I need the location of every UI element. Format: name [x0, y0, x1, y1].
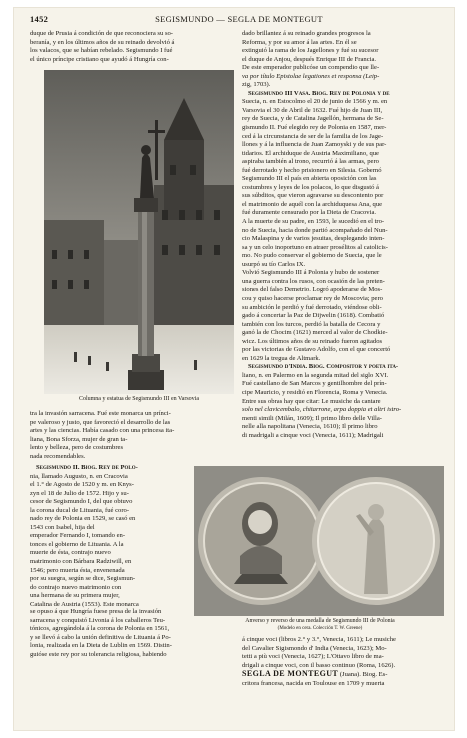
text-line: fué derrotado y hecho prisionero en Silesia. Gobernó — [242, 166, 382, 174]
text-line: liano, n. en Palermo en la segunda mitad del siglo XVI. — [242, 371, 389, 379]
text-line: no de Suecia, hacia donde partió acompañado del Nun- — [242, 226, 388, 234]
running-title: SEGISMUNDO — SEGLA DE MONTEGUT — [155, 14, 323, 24]
medal-caption — [194, 618, 446, 632]
text-line: usurpó su tío Carlos IX. — [242, 260, 306, 268]
text-line: mo. No pudo conservar el gobierno de Suecia, que le — [242, 252, 382, 260]
text-line: nada recomendables. — [30, 452, 86, 460]
text-line: muerte de ésta, contrajo nuevo — [30, 549, 111, 557]
text-line: aspiraba también al trono, recurrió á las armas, pero — [242, 158, 379, 166]
text-line: duque de Prusia á condición de que reconociera su so- — [30, 30, 173, 37]
text-line: sa y un celo inoportuno en atraer prosélitos al catolicis- — [242, 243, 388, 251]
text-line: guióse este rey por su tolerancia religiosa, habiendo — [30, 650, 167, 658]
entry-heading: Segismundo II. Biog. Rey de Polo- — [36, 464, 138, 471]
text-line: Volvió Segismundo III á Polonia y hubo de sostener — [242, 269, 380, 277]
text-line: en 1629 la tregua de Altmark. — [242, 354, 321, 362]
text-line: la corona ducal de Lituania, fué coro- — [30, 506, 130, 514]
text-line: 1546; pero muerta ésta, envenenada — [30, 566, 125, 574]
text-line: Varsovia el 30 de Abril de 1632. Fué hijo de Juan III, — [242, 106, 383, 114]
text-line: cipe Mauricio, y residió en Florencia, Roma y Venecia. — [242, 388, 388, 396]
text-line: tetti a più voci (Venecia, 1627); L'Ottavo libro de ma- — [242, 653, 384, 661]
text-line: cou y quiso hacerse proclamar rey de Moscovia; pero — [242, 294, 383, 302]
text-line: drigali a cinque voci, con il basso continuo (Roma, 1626). — [242, 661, 396, 669]
text-line: los valacos, que se habían rebelado. Segismundo I fué — [30, 47, 173, 55]
page-number: 1452 — [30, 14, 49, 24]
text-line: solo nel clavicembalo, chitarrone, arpa doppia et altri istro- — [242, 406, 402, 414]
text-line: Fué castellano de San Marcos y gentilhombre del prín- — [242, 380, 387, 388]
medal-caption-main: Anverso y reverso de una medalla de Segismundo III de Polonia — [245, 618, 395, 624]
text-line: Segismundo III el país en abierta oposición con las — [242, 175, 377, 183]
text-line: fué duramente censurado por la Dieta de Cracovia. — [242, 209, 377, 217]
text-line: se opuso á que Hungría fuese presa de la invasión — [30, 608, 162, 615]
text-line: Catalina de Austria (1553). Este monarca — [30, 600, 139, 608]
entry-title: SEGLA DE MONTEGUT — [242, 669, 339, 679]
text-line: por las victorias de Gustavo Adolfo, con el que concertó — [242, 346, 391, 354]
medal-caption-sub: (Modelo en cera. Colección T. W. Greene) — [277, 626, 363, 631]
text-line: menti simili (Milán, 1609); Il primo libro delle Villa- — [242, 414, 382, 422]
left-column-top — [30, 30, 235, 66]
text-line: su ambición le perdió y fué derrotado, viéndose obli- — [242, 303, 382, 311]
text-line: Reforma, y por su amor á las artes. En él se — [242, 38, 357, 46]
text-line: lento y belleza, pero de costumbres — [30, 444, 124, 452]
text-line: nelle alla napolitana (Venecia, 1610); Il primo libro — [242, 423, 378, 431]
right-column-bottom — [242, 636, 442, 700]
text-line: matrimonio con Bárbara Radziwill, en — [30, 558, 132, 566]
text-line: el único príncipe cristiano que ayudó á Hungría con- — [30, 55, 169, 63]
text-line: gado á concertar la Paz de Dijwelin (1618). Combatió — [242, 312, 385, 320]
text-line: (Juana). Biog. Es- — [339, 671, 388, 679]
document-page — [14, 8, 454, 730]
text-line: una hermana de su primera mujer, — [30, 592, 120, 600]
text-line: nado rey de Polonia en 1529, se casó en — [30, 515, 136, 523]
text-line: Suecia, n. en Estocolmo el 20 de junio de 1566 y m. en — [242, 98, 388, 106]
text-line: A la muerte de su padre, en 1593, le sucedió en el tro- — [242, 218, 385, 226]
entry-segla-de-montegut — [242, 670, 442, 688]
text-line: tra la invasión sarracena. Fué este monarca un prínci- — [30, 410, 171, 417]
text-line: cio Malaspina y de varios jesuitas, desplegando inten- — [242, 235, 385, 243]
text-line: artes y las ciencias. Había casado con una princesa ita- — [30, 427, 175, 435]
entry-segismundo-ii — [30, 464, 190, 608]
text-line: zig, 1703). — [242, 81, 271, 89]
text-line: también con los turcos, perdió la batalla de Cecora y — [242, 320, 381, 328]
text-line: pe valeroso y justo, que favoreció el desarrollo de las — [30, 418, 171, 426]
text-line: Entre sus obras hay que citar: Le musiche da cantare — [242, 397, 381, 405]
text-line: tidarios. El archiduque de Austria Maximiliano, que — [242, 149, 379, 157]
entry-segismundo-d-india — [242, 363, 442, 440]
text-line: critora francesa, nacida en Toulouse en 1709 y muerta — [242, 679, 385, 687]
text-line: emperador Fernando I, tomando en- — [30, 532, 126, 540]
text-line: liana, Bona Sforza, mujer de gran ta- — [30, 435, 128, 443]
text-line: costumbres y leyes de los polacos, lo que disgustó á — [242, 183, 379, 191]
text-line: tónicos, agregándola á la corona de Polonia en 1561, — [30, 625, 170, 633]
text-line: el duque de Anjou, después Enrique III de Francia. — [242, 55, 377, 63]
text-line: y se llevó á cabo la unión definitiva de Lituania á Po- — [30, 633, 171, 641]
medal-image — [194, 466, 444, 616]
text-line: una guerra contra los rusos, con ocasión de las preten- — [242, 277, 385, 285]
medal-illustration — [194, 466, 444, 616]
text-line: va por título Epistolae legationes et responsa (Leip- — [242, 72, 380, 80]
text-line: sarracena y conquistó Livonia á los caballeros Teu- — [30, 616, 166, 624]
text-line: 1543 con Isabel, hija del — [30, 523, 95, 531]
column-photo — [44, 70, 234, 394]
page-header — [30, 14, 448, 26]
text-line: nia, llamado Augusto, n. en Cracovia — [30, 472, 128, 480]
text-line: siones del falso Demetrio. Logró apoderarse de Mos- — [242, 286, 383, 294]
column-statue-image — [44, 70, 234, 394]
text-line: beranía, y en los últimos años de su reinado devolvió á — [30, 38, 175, 46]
text-line: ced á la circunstancia de ser de la familia de los Jage- — [242, 132, 384, 140]
text-line: dado brillantez á su reinado grandes progresos la — [242, 30, 371, 37]
text-line: do contrajo nuevo matrimonio con — [30, 583, 122, 591]
text-line: rey de Suecia, y de Catalina Jagellón, hermana de Se- — [242, 115, 384, 123]
text-line: á cinque voci (libros 2.° y 3.°, Venecia, 1611); Le musiche — [242, 636, 396, 643]
text-line: ganó la de Chocim (1621) merced al valor de Chodkie- — [242, 329, 388, 337]
entry-heading: Segismundo d'India. Biog. Compositor y poeta ita- — [248, 363, 399, 371]
text-line: cesor de Segismundo I, del que obtuvo — [30, 498, 133, 506]
text-line: De este emperador publicóse un compendio que lle- — [242, 64, 380, 72]
right-column-top — [242, 30, 442, 458]
text-line: llones y á la influencia de Juan Zamoyski y de sus par- — [242, 141, 387, 149]
left-column-bottom-wide — [30, 608, 235, 666]
entry-segismundo-iii — [242, 90, 442, 364]
text-line: zyn el 18 de Julio de 1572. Hijo y su- — [30, 489, 129, 497]
entry-heading: Segismundo III Vasa. Biog. Rey de Polonia y de — [248, 89, 390, 97]
text-line: extinguió la rama de los Jagellones y fué su sucesor — [242, 47, 379, 55]
text-line: lonia, realizada en la Dieta de Lublin en 1569. Distin- — [30, 642, 172, 650]
text-line: por su suegra, según se dice, Segismun- — [30, 575, 136, 583]
text-line: sus súbditos, que vieron agravarse su descontento por — [242, 192, 384, 200]
photo-caption: Columna y estatua de Segismundo III en Varsovia — [78, 396, 200, 402]
text-line: el matrimonio de aquél con la archiduquesa Ana, que — [242, 200, 383, 208]
text-line: di madrigali a cinque voci (Venecia, 1611); Madrigali — [242, 431, 384, 439]
text-line: el 1.° de Agosto de 1520 y m. en Knys- — [30, 481, 134, 489]
text-line: gismundo II. Fué elegido rey de Polonia en 1587, mer- — [242, 124, 387, 132]
text-line: tonces el gobierno de Lituania. A la — [30, 540, 124, 548]
text-line: wicz. Los últimos años de su reinado fueron agitados — [242, 337, 383, 345]
left-column-bottom — [30, 410, 235, 462]
text-line: del Cavalier Sigismondo d' India (Venecia, 1623); Mo- — [242, 644, 387, 652]
